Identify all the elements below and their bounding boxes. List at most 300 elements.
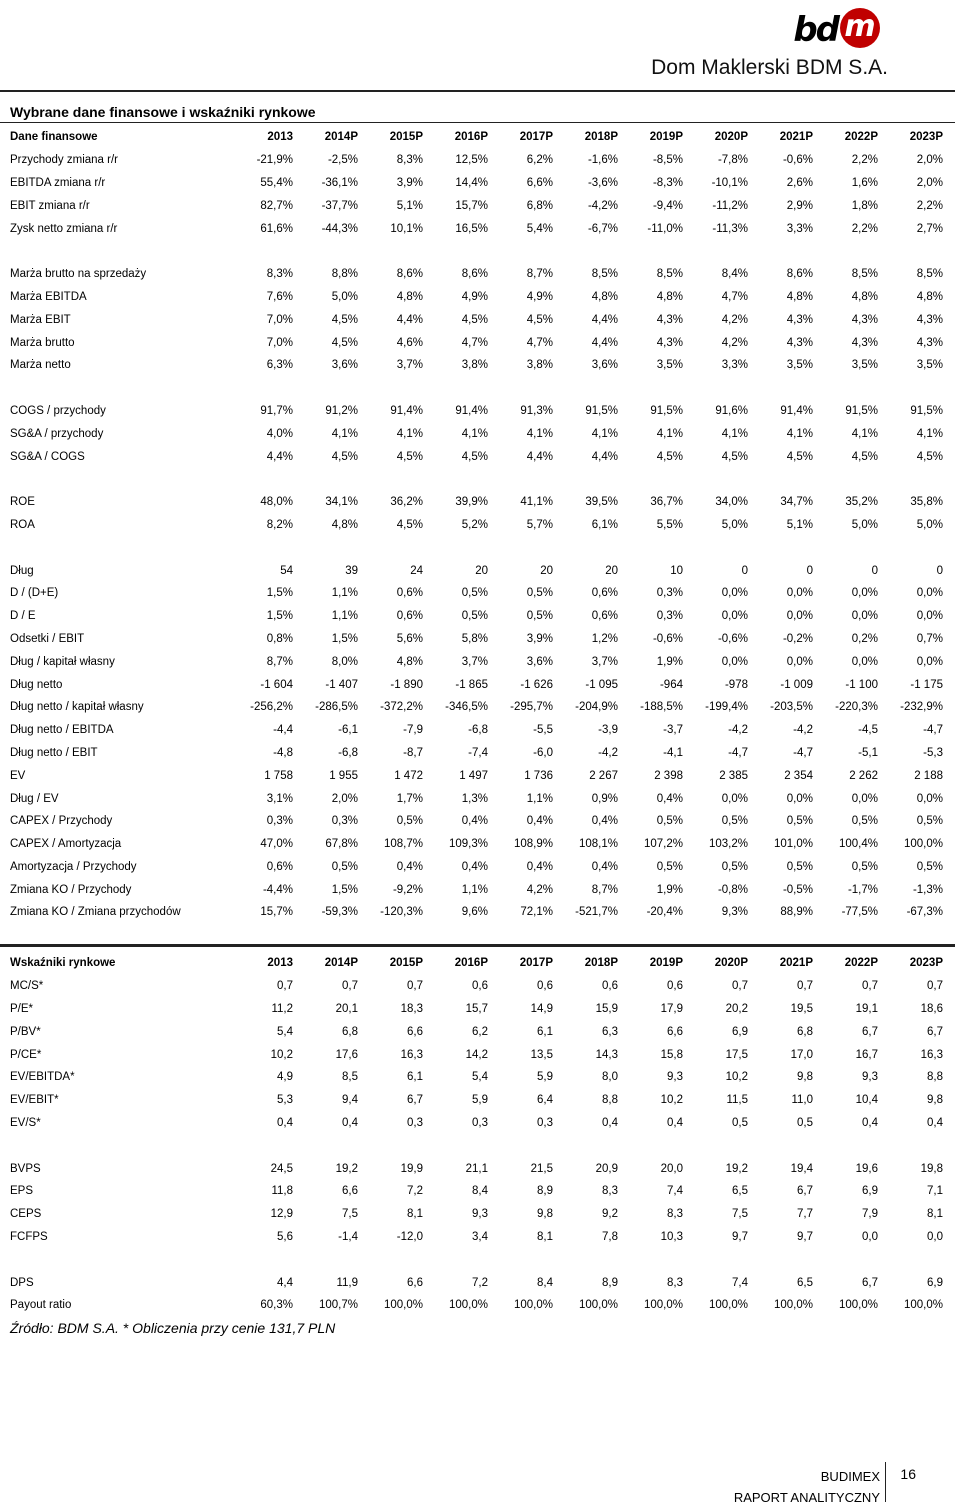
- table-header-year: 2021P: [779, 957, 813, 970]
- row-value: 7,5: [342, 1208, 358, 1221]
- row-value: 13,5: [530, 1048, 553, 1061]
- row-value: 16,7: [855, 1048, 878, 1061]
- row-value: 108,1%: [578, 838, 618, 851]
- row-value: 7,6%: [266, 290, 293, 303]
- row-value: -0,6%: [782, 154, 813, 167]
- row-value: 109,3%: [448, 838, 488, 851]
- row-value: -36,1%: [321, 176, 358, 189]
- row-value: -4,7: [728, 746, 748, 759]
- row-value: -372,2%: [380, 701, 423, 714]
- row-value: -1,6%: [587, 154, 618, 167]
- row-value: 0,2%: [851, 632, 878, 645]
- row-value: 19,6: [855, 1162, 878, 1175]
- row-value: 36,2%: [390, 496, 423, 509]
- row-value: -1,3%: [912, 883, 943, 896]
- row-value: 6,2%: [526, 154, 553, 167]
- row-value: 4,1%: [851, 427, 878, 440]
- row-value: 5,3: [277, 1094, 293, 1107]
- row-value: 10,2: [725, 1071, 748, 1084]
- row-value: 8,0: [602, 1071, 618, 1084]
- row-value: 2,7%: [916, 222, 943, 235]
- row-value: 8,1: [407, 1208, 423, 1221]
- row-value: 20,9: [595, 1162, 618, 1175]
- row-value: 6,5: [797, 1276, 813, 1289]
- row-value: 5,4%: [526, 222, 553, 235]
- row-value: 15,8: [660, 1048, 683, 1061]
- row-value: 8,6%: [396, 268, 423, 281]
- row-value: 4,3%: [851, 336, 878, 349]
- row-value: -8,3%: [652, 176, 683, 189]
- row-value: 0,5%: [526, 610, 553, 623]
- row-value: 2,6%: [786, 176, 813, 189]
- row-label: P/E*: [10, 1002, 34, 1015]
- row-value: 5,4: [472, 1071, 488, 1084]
- table-row: [6, 1089, 947, 1112]
- row-value: 0,6: [667, 980, 683, 993]
- row-value: 0,6: [602, 980, 618, 993]
- row-value: 3,4: [472, 1230, 488, 1243]
- row-value: -20,4%: [646, 906, 683, 919]
- row-value: 0,6%: [591, 610, 618, 623]
- row-value: 91,4%: [455, 404, 488, 417]
- row-value: 8,4: [472, 1185, 488, 1198]
- row-value: 0,5: [732, 1116, 748, 1129]
- row-value: 0,3%: [331, 815, 358, 828]
- row-value: 17,6: [335, 1048, 358, 1061]
- row-value: 0,6: [537, 980, 553, 993]
- table-row: [6, 1271, 947, 1294]
- row-value: 0,5%: [656, 815, 683, 828]
- row-value: -4,7: [923, 724, 943, 737]
- row-value: -1 175: [910, 678, 943, 691]
- row-value: -4,1: [663, 746, 683, 759]
- row-value: 3,7%: [591, 655, 618, 668]
- row-label: Marża EBITDA: [10, 290, 87, 303]
- row-value: 0,4%: [526, 860, 553, 873]
- row-value: 1,1%: [331, 610, 358, 623]
- row-value: 7,0%: [266, 313, 293, 326]
- table-row: [6, 878, 947, 901]
- row-value: 0,0%: [721, 610, 748, 623]
- row-value: 100,7%: [318, 1299, 358, 1312]
- row-value: 5,8%: [461, 632, 488, 645]
- group-spacer: [6, 1248, 947, 1271]
- row-value: 91,4%: [780, 404, 813, 417]
- row-value: 9,3: [862, 1071, 878, 1084]
- table-header-year: 2016P: [454, 131, 488, 144]
- spacer-cell: [6, 240, 947, 263]
- row-value: -2,5%: [327, 154, 358, 167]
- row-value: -6,8: [338, 746, 358, 759]
- row-value: 4,3%: [786, 313, 813, 326]
- row-value: 4,1%: [396, 427, 423, 440]
- row-value: 4,4%: [396, 313, 423, 326]
- row-value: 0,5%: [851, 815, 878, 828]
- row-value: -295,7%: [510, 701, 553, 714]
- bdm-logo: [648, 6, 888, 80]
- row-value: 8,5%: [591, 268, 618, 281]
- table-row: [6, 149, 947, 172]
- row-label: Marża brutto na sprzedaży: [10, 268, 147, 281]
- row-value: 4,8%: [656, 290, 683, 303]
- row-value: 100,0%: [383, 1299, 423, 1312]
- table-row: [6, 263, 947, 286]
- row-value: 0: [871, 564, 878, 577]
- row-value: 12,9: [270, 1208, 293, 1221]
- row-value: 4,3%: [916, 336, 943, 349]
- row-value: -204,9%: [575, 701, 618, 714]
- row-label: SG&A / COGS: [10, 450, 85, 463]
- row-value: 9,3%: [721, 906, 748, 919]
- row-value: 18,3: [400, 1002, 423, 1015]
- row-value: 1,1%: [526, 792, 553, 805]
- row-value: 41,1%: [520, 496, 553, 509]
- row-value: 5,0%: [916, 518, 943, 531]
- row-value: 3,6%: [591, 359, 618, 372]
- row-value: -12,0: [396, 1230, 423, 1243]
- row-value: 100,0%: [838, 1299, 878, 1312]
- header-rule: [0, 90, 955, 92]
- row-value: 4,5%: [526, 313, 553, 326]
- row-value: 6,1: [537, 1025, 553, 1038]
- table-row: [6, 975, 947, 998]
- row-value: 0,5%: [396, 815, 423, 828]
- row-value: -188,5%: [640, 701, 683, 714]
- table-row: [6, 787, 947, 810]
- row-value: 0,0: [862, 1230, 878, 1243]
- row-label: Amortyzacja / Przychody: [10, 860, 137, 873]
- row-value: 11,0: [791, 1094, 813, 1107]
- table-header-year: 2015P: [389, 131, 423, 144]
- row-value: 8,8%: [331, 268, 358, 281]
- row-value: 3,8%: [461, 359, 488, 372]
- row-value: 8,1: [927, 1208, 943, 1221]
- row-value: -6,8: [468, 724, 488, 737]
- row-value: 107,2%: [643, 838, 683, 851]
- row-value: -11,3%: [712, 222, 748, 235]
- table-header-label: Wskaźniki rynkowe: [10, 957, 116, 970]
- row-value: 39,9%: [455, 496, 488, 509]
- row-value: 3,7%: [396, 359, 423, 372]
- table-row: [6, 491, 947, 514]
- table-row: [6, 172, 947, 195]
- row-value: 15,9: [595, 1002, 618, 1015]
- row-value: 108,9%: [513, 838, 553, 851]
- row-value: 4,1%: [786, 427, 813, 440]
- row-value: 16,5%: [455, 222, 488, 235]
- row-value: 2 385: [719, 769, 748, 782]
- row-label: DPS: [10, 1276, 34, 1289]
- row-value: 0,5: [797, 1116, 813, 1129]
- spacer-cell: [6, 1134, 947, 1157]
- row-label: Dług netto / EBITDA: [10, 724, 114, 737]
- row-value: 35,8%: [910, 496, 943, 509]
- table-row: [6, 742, 947, 765]
- row-value: 19,4: [790, 1162, 813, 1175]
- row-value: 9,7: [732, 1230, 748, 1243]
- row-value: 1,2%: [591, 632, 618, 645]
- row-value: -7,4: [468, 746, 488, 759]
- row-value: 0,5%: [526, 587, 553, 600]
- row-value: 4,5%: [851, 450, 878, 463]
- row-value: 4,4%: [591, 450, 618, 463]
- row-value: 0,0%: [786, 587, 813, 600]
- row-value: 1,7%: [396, 792, 423, 805]
- row-value: 6,7: [862, 1276, 878, 1289]
- row-value: -4,2: [793, 724, 813, 737]
- table-row: [6, 856, 947, 879]
- row-value: 4,5%: [461, 313, 488, 326]
- row-value: 4,5%: [656, 450, 683, 463]
- row-value: 4,1%: [721, 427, 748, 440]
- row-value: 103,2%: [708, 838, 748, 851]
- row-value: 6,9: [862, 1185, 878, 1198]
- group-spacer: [6, 377, 947, 400]
- row-value: 6,6: [342, 1185, 358, 1198]
- row-value: 0,6: [472, 980, 488, 993]
- document-title: Wybrane dane finansowe i wskaźniki rynkowe: [10, 104, 316, 120]
- row-value: 1 736: [524, 769, 553, 782]
- row-value: 24,5: [270, 1162, 293, 1175]
- row-value: 7,4: [667, 1185, 683, 1198]
- table-row: [6, 764, 947, 787]
- table-row: [6, 605, 947, 628]
- row-value: 4,5%: [916, 450, 943, 463]
- row-value: 4,4%: [591, 313, 618, 326]
- row-value: 91,5%: [845, 404, 878, 417]
- row-value: -0,8%: [717, 883, 748, 896]
- row-value: -6,1: [338, 724, 358, 737]
- row-value: 8,3: [667, 1208, 683, 1221]
- row-value: 3,9%: [526, 632, 553, 645]
- row-value: 5,1%: [396, 199, 423, 212]
- row-value: 0,5%: [916, 860, 943, 873]
- row-value: 0,0%: [786, 792, 813, 805]
- table-header-year: 2022P: [844, 957, 878, 970]
- row-value: 12,5%: [455, 154, 488, 167]
- row-value: 4,9: [277, 1071, 293, 1084]
- row-value: 54: [280, 564, 293, 577]
- row-value: 0,0%: [851, 610, 878, 623]
- row-label: MC/S*: [10, 980, 44, 993]
- row-value: 4,5%: [786, 450, 813, 463]
- row-value: -346,5%: [445, 701, 488, 714]
- row-value: -232,9%: [900, 701, 943, 714]
- row-value: 2 398: [654, 769, 683, 782]
- row-value: 0,0%: [851, 792, 878, 805]
- row-value: 88,9%: [780, 906, 813, 919]
- row-value: 1,9%: [656, 655, 683, 668]
- page-footer: [734, 1466, 880, 1508]
- table-row: [6, 998, 947, 1021]
- group-spacer: [6, 536, 947, 559]
- row-value: 0,7: [862, 980, 878, 993]
- row-value: -1 009: [780, 678, 813, 691]
- row-value: 24: [410, 564, 423, 577]
- table-row: [6, 286, 947, 309]
- row-value: 0,0%: [786, 655, 813, 668]
- row-label: P/CE*: [10, 1048, 42, 1061]
- row-value: 9,8: [797, 1071, 813, 1084]
- row-value: 1,5%: [266, 587, 293, 600]
- row-value: -3,9: [598, 724, 618, 737]
- row-value: 4,4%: [591, 336, 618, 349]
- row-value: 4,1%: [526, 427, 553, 440]
- row-value: 3,5%: [851, 359, 878, 372]
- title-rule: [0, 122, 955, 123]
- table-header-year: 2017P: [519, 957, 553, 970]
- row-label: EBITDA zmiana r/r: [10, 176, 106, 189]
- row-value: 0,0%: [916, 610, 943, 623]
- row-value: 0,3%: [266, 815, 293, 828]
- row-value: 4,1%: [591, 427, 618, 440]
- row-value: 11,5: [726, 1094, 748, 1107]
- row-value: 2,9%: [786, 199, 813, 212]
- row-label: EV/EBITDA*: [10, 1071, 75, 1084]
- row-value: 9,6%: [461, 906, 488, 919]
- table-header-year: 2018P: [584, 957, 618, 970]
- row-value: 6,4: [537, 1094, 553, 1107]
- row-value: 17,5: [725, 1048, 748, 1061]
- row-value: -5,3: [923, 746, 943, 759]
- row-value: 1,9%: [656, 883, 683, 896]
- row-value: 16,3: [920, 1048, 943, 1061]
- row-value: 17,0: [790, 1048, 813, 1061]
- table-row: [6, 1203, 947, 1226]
- row-value: 15,7%: [260, 906, 293, 919]
- row-value: 1 955: [329, 769, 358, 782]
- row-value: 100,0%: [643, 1299, 683, 1312]
- row-value: 8,9: [602, 1276, 618, 1289]
- logo-mark-m: m: [840, 8, 880, 48]
- row-value: -203,5%: [770, 701, 813, 714]
- row-value: 4,5%: [461, 450, 488, 463]
- row-value: 3,9%: [396, 176, 423, 189]
- row-value: 3,7%: [461, 655, 488, 668]
- row-value: 8,5: [342, 1071, 358, 1084]
- row-value: 36,7%: [650, 496, 683, 509]
- row-value: 91,6%: [715, 404, 748, 417]
- row-value: 6,6: [407, 1276, 423, 1289]
- table-row: [6, 1112, 947, 1135]
- market-indicators-table: [6, 952, 947, 1317]
- table-header-year: 2022P: [844, 131, 878, 144]
- row-value: 20: [605, 564, 618, 577]
- row-value: -120,3%: [380, 906, 423, 919]
- row-value: 6,6: [667, 1025, 683, 1038]
- table-row: [6, 331, 947, 354]
- row-value: -3,7: [663, 724, 683, 737]
- row-value: -67,3%: [906, 906, 943, 919]
- row-value: -7,9: [403, 724, 423, 737]
- row-value: 91,5%: [910, 404, 943, 417]
- row-value: 7,4: [732, 1276, 748, 1289]
- row-value: 0,0%: [721, 655, 748, 668]
- table-row: [6, 1157, 947, 1180]
- row-value: 18,6: [920, 1002, 943, 1015]
- row-value: 2,0%: [331, 792, 358, 805]
- row-value: 4,5%: [721, 450, 748, 463]
- row-value: 91,7%: [260, 404, 293, 417]
- row-value: 1,5%: [266, 610, 293, 623]
- row-value: 4,9%: [526, 290, 553, 303]
- footer-company: BUDIMEX: [820, 1469, 880, 1484]
- row-value: 0,3%: [656, 587, 683, 600]
- row-value: 8,9: [537, 1185, 553, 1198]
- row-value: 0,4: [927, 1116, 943, 1129]
- row-value: 15,7%: [455, 199, 488, 212]
- row-value: 0,0%: [721, 587, 748, 600]
- source-note: Źródło: BDM S.A. * Obliczenia przy cenie 131,7 PLN: [10, 1320, 336, 1336]
- row-value: -21,9%: [256, 154, 293, 167]
- row-value: -9,2%: [392, 883, 423, 896]
- row-value: 6,7: [927, 1025, 943, 1038]
- row-value: -0,6%: [717, 632, 748, 645]
- row-value: 9,7: [797, 1230, 813, 1243]
- row-value: 5,7%: [526, 518, 553, 531]
- row-value: 20: [540, 564, 553, 577]
- table-row: [6, 1226, 947, 1249]
- row-value: 5,6: [277, 1230, 293, 1243]
- row-value: 4,1%: [331, 427, 358, 440]
- row-value: 6,8%: [526, 199, 553, 212]
- row-value: 4,5%: [331, 313, 358, 326]
- row-label: Zmiana KO / Przychody: [10, 883, 132, 896]
- row-value: 1,6%: [851, 176, 878, 189]
- row-value: -1 407: [325, 678, 358, 691]
- row-label: EV: [10, 769, 26, 782]
- row-value: 6,7: [407, 1094, 423, 1107]
- row-label: CAPEX / Amortyzacja: [10, 838, 122, 851]
- row-value: 0,8%: [266, 632, 293, 645]
- row-label: Zysk netto zmiana r/r: [10, 222, 118, 235]
- row-value: -1 865: [455, 678, 488, 691]
- row-value: 0,4: [862, 1116, 878, 1129]
- row-value: -11,0%: [647, 222, 683, 235]
- row-value: 10,1%: [390, 222, 423, 235]
- row-value: 8,8: [602, 1094, 618, 1107]
- row-label: EPS: [10, 1185, 34, 1198]
- row-value: 91,3%: [520, 404, 553, 417]
- row-value: 0,7: [927, 980, 943, 993]
- row-value: 6,6: [407, 1025, 423, 1038]
- row-value: -1 626: [520, 678, 553, 691]
- row-value: 100,0%: [578, 1299, 618, 1312]
- row-value: 8,1: [537, 1230, 553, 1243]
- row-label: Marża netto: [10, 359, 71, 372]
- row-value: -5,5: [533, 724, 553, 737]
- row-value: 7,2: [472, 1276, 488, 1289]
- row-value: -1,4: [338, 1230, 358, 1243]
- row-value: 10: [670, 564, 683, 577]
- row-value: -6,0: [533, 746, 553, 759]
- row-value: 4,4%: [266, 450, 293, 463]
- row-value: 4,8%: [396, 290, 423, 303]
- footer-report-type: RAPORT ANALITYCZNY: [733, 1490, 880, 1505]
- row-value: 19,1: [855, 1002, 878, 1015]
- row-value: -7,8%: [717, 154, 748, 167]
- row-value: 0,7: [342, 980, 358, 993]
- row-label: Payout ratio: [10, 1299, 72, 1312]
- row-value: 7,8: [602, 1230, 618, 1243]
- row-value: 0,5%: [461, 610, 488, 623]
- row-value: 6,5: [732, 1185, 748, 1198]
- row-value: 4,7%: [526, 336, 553, 349]
- row-value: 0,3: [537, 1116, 553, 1129]
- row-value: 4,8%: [591, 290, 618, 303]
- table-header-row: [6, 126, 947, 149]
- row-value: -44,3%: [321, 222, 358, 235]
